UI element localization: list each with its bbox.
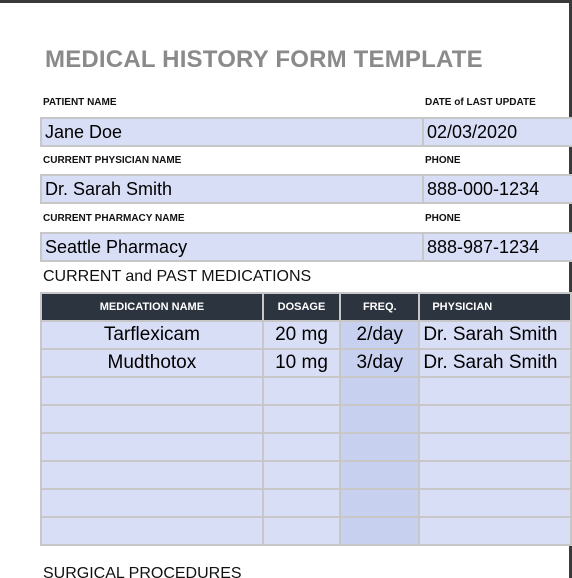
frequency-cell[interactable]: 2/day <box>340 321 419 349</box>
patient-name-label: PATIENT NAME <box>43 97 117 108</box>
pharmacy-phone-label: PHONE <box>425 213 461 224</box>
physician-cell[interactable] <box>419 433 571 461</box>
medication-name-cell[interactable] <box>41 405 263 433</box>
physician-cell[interactable] <box>419 461 571 489</box>
last-update-field[interactable]: 02/03/2020 <box>422 117 572 147</box>
table-row <box>41 489 571 517</box>
last-update-label: DATE of LAST UPDATE <box>425 97 536 108</box>
pharmacy-name-field[interactable]: Seattle Pharmacy <box>40 232 424 262</box>
physician-phone-label: PHONE <box>425 155 461 166</box>
surgical-procedures-heading: SURGICAL PROCEDURES <box>43 565 242 578</box>
patient-name-field[interactable]: Jane Doe <box>40 117 424 147</box>
physician-phone-field[interactable]: 888-000-1234 <box>422 174 572 204</box>
physician-name-label: CURRENT PHYSICIAN NAME <box>43 155 182 166</box>
physician-cell[interactable]: Dr. Sarah Smith <box>419 321 571 349</box>
column-header-frequency: FREQ. <box>340 293 419 321</box>
dosage-cell[interactable] <box>263 377 340 405</box>
table-row <box>41 405 571 433</box>
dosage-cell[interactable] <box>263 433 340 461</box>
physician-cell[interactable] <box>419 517 571 545</box>
dosage-cell[interactable] <box>263 489 340 517</box>
dosage-cell[interactable] <box>263 461 340 489</box>
medication-name-cell[interactable] <box>41 433 263 461</box>
dosage-cell[interactable] <box>263 405 340 433</box>
pharmacy-phone-field[interactable]: 888-987-1234 <box>422 232 572 262</box>
table-row <box>41 517 571 545</box>
frequency-cell[interactable] <box>340 377 419 405</box>
physician-name-field[interactable]: Dr. Sarah Smith <box>40 174 424 204</box>
medications-header-row <box>41 293 571 321</box>
medication-name-cell[interactable]: Tarflexicam <box>41 321 263 349</box>
medication-name-cell[interactable]: Mudthotox <box>41 349 263 377</box>
physician-cell[interactable] <box>419 377 571 405</box>
column-header-dosage: DOSAGE <box>263 293 340 321</box>
medication-name-cell[interactable] <box>41 461 263 489</box>
physician-cell[interactable] <box>419 489 571 517</box>
physician-cell[interactable]: Dr. Sarah Smith <box>419 349 571 377</box>
dosage-cell[interactable]: 10 mg <box>263 349 340 377</box>
table-row <box>41 377 571 405</box>
frequency-cell[interactable] <box>340 489 419 517</box>
physician-cell[interactable] <box>419 405 571 433</box>
column-header-medication-name: MEDICATION NAME <box>41 293 263 321</box>
frequency-cell[interactable] <box>340 433 419 461</box>
column-header-physician: PHYSICIAN <box>419 293 571 321</box>
medication-name-cell[interactable] <box>41 377 263 405</box>
viewer-edge-top <box>0 0 572 3</box>
frequency-cell[interactable]: 3/day <box>340 349 419 377</box>
dosage-cell[interactable] <box>263 517 340 545</box>
frequency-cell[interactable] <box>340 405 419 433</box>
medications-heading: CURRENT and PAST MEDICATIONS <box>43 268 312 285</box>
medication-name-cell[interactable] <box>41 517 263 545</box>
medications-table <box>40 292 572 546</box>
table-row <box>41 461 571 489</box>
frequency-cell[interactable] <box>340 461 419 489</box>
pharmacy-name-label: CURRENT PHARMACY NAME <box>43 213 185 224</box>
table-row <box>41 433 571 461</box>
frequency-cell[interactable] <box>340 517 419 545</box>
table-row <box>41 321 571 349</box>
dosage-cell[interactable]: 20 mg <box>263 321 340 349</box>
table-row <box>41 349 571 377</box>
medication-name-cell[interactable] <box>41 489 263 517</box>
form-title: MEDICAL HISTORY FORM TEMPLATE <box>45 46 483 73</box>
